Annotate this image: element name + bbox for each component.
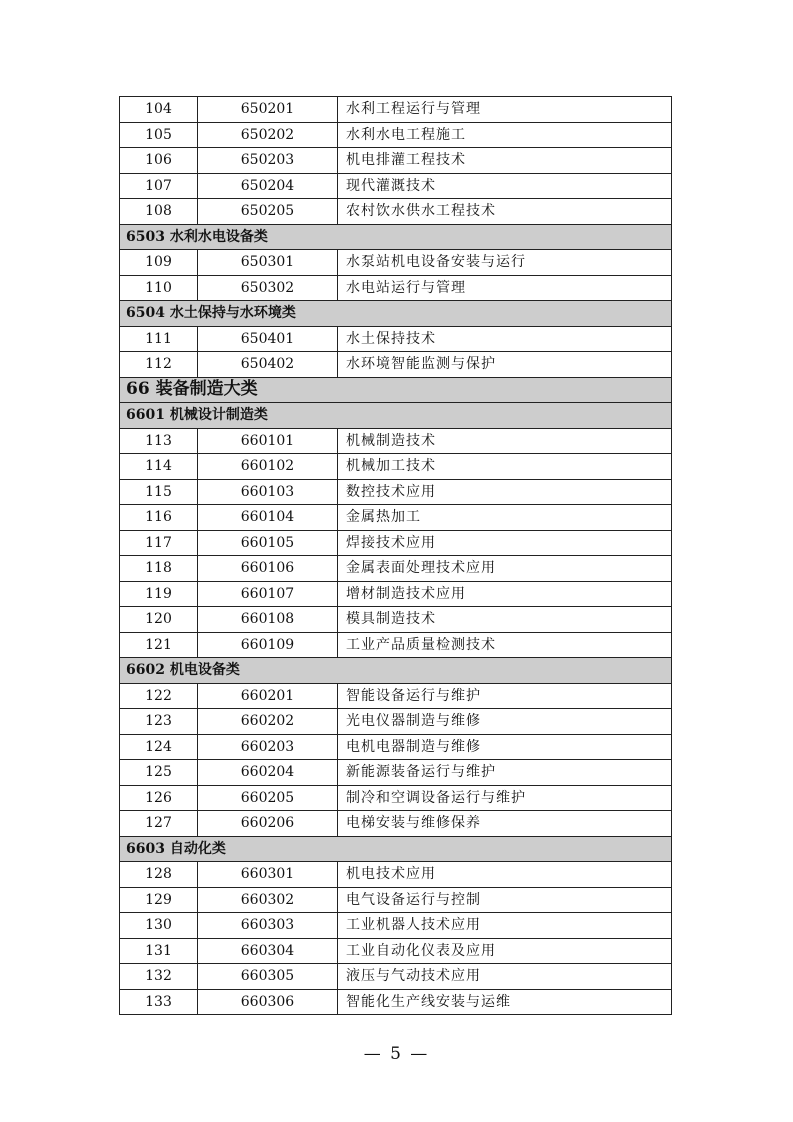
program-catalog-table: [119, 96, 672, 1015]
row-number: 104: [120, 97, 198, 123]
table-row: [120, 989, 672, 1015]
table-row: [120, 862, 672, 888]
table-row: [120, 352, 672, 378]
program-name: 模具制造技术: [338, 607, 672, 633]
row-number: 119: [120, 581, 198, 607]
table-row: [120, 326, 672, 352]
program-code: 660205: [198, 785, 338, 811]
table-row: [120, 199, 672, 225]
row-number: 131: [120, 938, 198, 964]
table-row: [120, 173, 672, 199]
row-number: 126: [120, 785, 198, 811]
program-code: 660202: [198, 709, 338, 735]
program-code: 650402: [198, 352, 338, 378]
program-code: 660109: [198, 632, 338, 658]
program-code: 650401: [198, 326, 338, 352]
table-row: [120, 530, 672, 556]
program-name: 水利水电工程施工: [338, 122, 672, 148]
row-number: 116: [120, 505, 198, 531]
program-name: 水利工程运行与管理: [338, 97, 672, 123]
table-row: [120, 938, 672, 964]
program-name: 机电排灌工程技术: [338, 148, 672, 174]
row-number: 121: [120, 632, 198, 658]
program-code: 660104: [198, 505, 338, 531]
program-code: 650302: [198, 275, 338, 301]
category-label: 6504 水土保持与水环境类: [120, 301, 672, 327]
program-code: 660102: [198, 454, 338, 480]
row-number: 113: [120, 428, 198, 454]
program-name: 工业产品质量检测技术: [338, 632, 672, 658]
program-name: 智能设备运行与维护: [338, 683, 672, 709]
program-name: 农村饮水供水工程技术: [338, 199, 672, 225]
program-name: 水环境智能监测与保护: [338, 352, 672, 378]
category-label: 6601 机械设计制造类: [120, 403, 672, 429]
table-row: [120, 760, 672, 786]
category-row: [120, 224, 672, 250]
category-row: [120, 403, 672, 429]
row-number: 107: [120, 173, 198, 199]
row-number: 125: [120, 760, 198, 786]
program-code: 660306: [198, 989, 338, 1015]
program-name: 水电站运行与管理: [338, 275, 672, 301]
table-row: [120, 709, 672, 735]
row-number: 110: [120, 275, 198, 301]
program-code: 660303: [198, 913, 338, 939]
program-code: 660305: [198, 964, 338, 990]
program-name: 新能源装备运行与维护: [338, 760, 672, 786]
program-code: 650205: [198, 199, 338, 225]
table-row: [120, 811, 672, 837]
program-code: 660204: [198, 760, 338, 786]
program-code: 660106: [198, 556, 338, 582]
table-row: [120, 428, 672, 454]
category-row: [120, 301, 672, 327]
program-name: 金属表面处理技术应用: [338, 556, 672, 582]
program-code: 650203: [198, 148, 338, 174]
program-name: 工业自动化仪表及应用: [338, 938, 672, 964]
program-name: 现代灌溉技术: [338, 173, 672, 199]
table-row: [120, 964, 672, 990]
row-number: 122: [120, 683, 198, 709]
table-row: [120, 581, 672, 607]
program-name: 制冷和空调设备运行与维护: [338, 785, 672, 811]
row-number: 128: [120, 862, 198, 888]
program-code: 650202: [198, 122, 338, 148]
row-number: 124: [120, 734, 198, 760]
table-row: [120, 122, 672, 148]
program-name: 液压与气动技术应用: [338, 964, 672, 990]
program-name: 机电技术应用: [338, 862, 672, 888]
category-row: [120, 658, 672, 684]
row-number: 127: [120, 811, 198, 837]
row-number: 108: [120, 199, 198, 225]
program-code: 660201: [198, 683, 338, 709]
category-row: [120, 836, 672, 862]
program-code: 660206: [198, 811, 338, 837]
catalog-body: [120, 97, 672, 1015]
program-name: 电梯安装与维修保养: [338, 811, 672, 837]
row-number: 133: [120, 989, 198, 1015]
table-row: [120, 607, 672, 633]
program-code: 660304: [198, 938, 338, 964]
row-number: 112: [120, 352, 198, 378]
row-number: 106: [120, 148, 198, 174]
program-name: 水泵站机电设备安装与运行: [338, 250, 672, 276]
row-number: 115: [120, 479, 198, 505]
category-label: 6503 水利水电设备类: [120, 224, 672, 250]
row-number: 132: [120, 964, 198, 990]
table-row: [120, 479, 672, 505]
program-name: 水土保持技术: [338, 326, 672, 352]
table-row: [120, 148, 672, 174]
program-code: 660103: [198, 479, 338, 505]
row-number: 130: [120, 913, 198, 939]
program-code: 650301: [198, 250, 338, 276]
program-name: 光电仪器制造与维修: [338, 709, 672, 735]
row-number: 109: [120, 250, 198, 276]
major-category-row: [120, 377, 672, 403]
program-name: 金属热加工: [338, 505, 672, 531]
program-name: 机械加工技术: [338, 454, 672, 480]
table-row: [120, 97, 672, 123]
program-code: 660101: [198, 428, 338, 454]
table-row: [120, 632, 672, 658]
row-number: 105: [120, 122, 198, 148]
program-name: 机械制造技术: [338, 428, 672, 454]
row-number: 123: [120, 709, 198, 735]
program-name: 数控技术应用: [338, 479, 672, 505]
program-code: 660107: [198, 581, 338, 607]
table-row: [120, 785, 672, 811]
row-number: 114: [120, 454, 198, 480]
table-row: [120, 275, 672, 301]
program-code: 660301: [198, 862, 338, 888]
row-number: 117: [120, 530, 198, 556]
table-row: [120, 505, 672, 531]
table-row: [120, 913, 672, 939]
category-label: 6603 自动化类: [120, 836, 672, 862]
table-row: [120, 556, 672, 582]
program-code: 660302: [198, 887, 338, 913]
table-row: [120, 683, 672, 709]
program-name: 工业机器人技术应用: [338, 913, 672, 939]
table-row: [120, 250, 672, 276]
table-row: [120, 454, 672, 480]
program-code: 650204: [198, 173, 338, 199]
program-code: 660105: [198, 530, 338, 556]
major-category-label: 66 装备制造大类: [120, 377, 672, 403]
page-number: — 5 —: [363, 1044, 430, 1064]
category-label: 6602 机电设备类: [120, 658, 672, 684]
program-code: 660203: [198, 734, 338, 760]
program-name: 电机电器制造与维修: [338, 734, 672, 760]
program-name: 焊接技术应用: [338, 530, 672, 556]
table-row: [120, 734, 672, 760]
program-name: 增材制造技术应用: [338, 581, 672, 607]
program-code: 660108: [198, 607, 338, 633]
program-name: 智能化生产线安装与运维: [338, 989, 672, 1015]
row-number: 111: [120, 326, 198, 352]
row-number: 118: [120, 556, 198, 582]
table-row: [120, 887, 672, 913]
row-number: 129: [120, 887, 198, 913]
program-name: 电气设备运行与控制: [338, 887, 672, 913]
row-number: 120: [120, 607, 198, 633]
program-code: 650201: [198, 97, 338, 123]
